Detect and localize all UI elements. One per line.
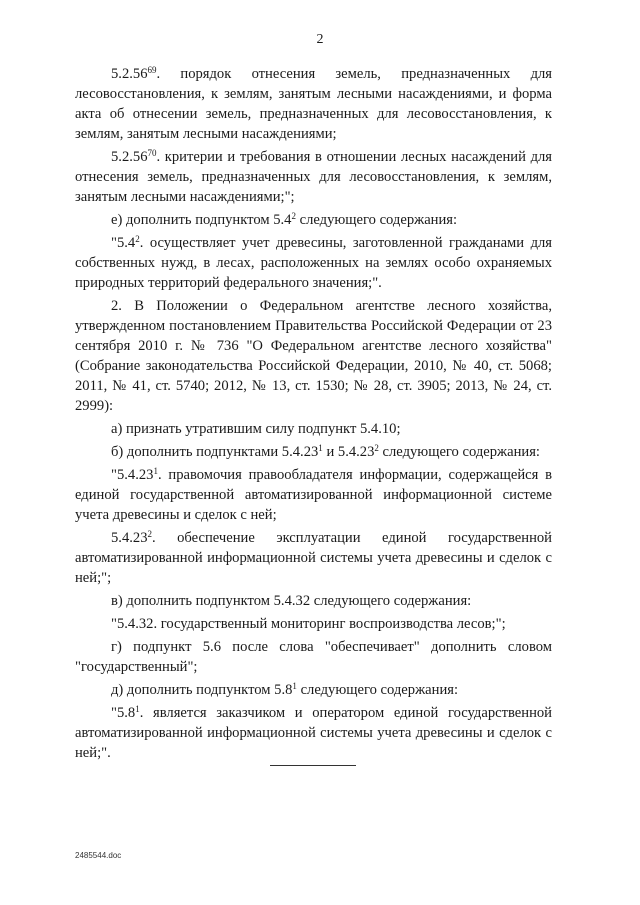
text-run: в) дополнить подпунктом 5.4.32 следующего содержания:: [111, 593, 472, 609]
superscript: 1: [153, 466, 158, 476]
text-run: д) дополнить подпунктом 5.8: [111, 682, 293, 698]
paragraph-p4: [75, 233, 552, 293]
text-run: 2. В Положении о Федеральном агентстве лесного хозяйства, утвержденном постановлением Правительства Российской Федерации от 23 сентября 2010 г. № 736 "О Федеральном агентстве лесного хозяйства" (Собрание законодательства Российской Федерации, 2010, № 40, ст. 5068; 2011, № 41, ст. 5740; 2012, № 13, ст. 1530; № 28, ст. 3905; 2013, № 24, ст. 2999):: [75, 298, 552, 414]
paragraph-p13: [75, 680, 552, 700]
superscript: 2: [291, 211, 296, 221]
text-run: е) дополнить подпунктом 5.4: [111, 212, 292, 228]
text-run: . осуществляет учет древесины, заготовленной гражданами для собственных нужд, в лесах, расположенных на землях особо охраняемых природных территорий федерального значения;".: [75, 235, 552, 291]
superscript: 1: [135, 704, 140, 714]
paragraph-p8: [75, 465, 552, 525]
paragraph-p11: [75, 614, 552, 634]
text-run: следующего содержания:: [295, 212, 458, 228]
superscript: 2: [135, 234, 140, 244]
text-run: и 5.4.23: [322, 444, 375, 460]
text-run: . правомочия правообладателя информации, содержащейся в единой государственной автоматизированной информационной системе учета древесины и сделок с ней;: [75, 467, 552, 523]
paragraph-p9: [75, 528, 552, 588]
text-run: . критерии и требования в отношении лесных насаждений для отнесения земель, предназначенных для лесовосстановления, к землям, занятым лесными насаждениями;";: [75, 149, 552, 205]
text-run: . является заказчиком и оператором единой государственной автоматизированной информационной системы учета древесины и сделок с ней;".: [75, 705, 552, 761]
text-run: 5.2.56: [111, 149, 148, 165]
superscript: 70: [147, 148, 157, 158]
page-number: 2: [316, 32, 324, 47]
text-run: "5.4.23: [111, 467, 154, 483]
superscript: 1: [292, 681, 297, 691]
paragraph-p6: [75, 419, 552, 439]
superscript: 2: [374, 443, 379, 453]
paragraph-p3: [75, 210, 552, 230]
text-run: "5.4.32. государственный мониторинг воспроизводства лесов;";: [111, 616, 506, 632]
paragraph-p5: [75, 296, 552, 416]
superscript: 2: [147, 529, 152, 539]
paragraph-p12: [75, 637, 552, 677]
text-run: "5.8: [111, 705, 136, 721]
text-run: следующего содержания:: [378, 444, 540, 460]
text-run: следующего содержания:: [296, 682, 459, 698]
document-filename: 2485544.doc: [75, 851, 122, 860]
superscript: 1: [318, 443, 323, 453]
paragraph-p2: [75, 147, 552, 207]
text-run: а) признать утратившим силу подпункт 5.4.10;: [111, 421, 401, 437]
text-run: г) подпункт 5.6 после слова "обеспечивает" дополнить словом "государственный";: [75, 639, 552, 675]
document-body: [75, 64, 552, 766]
paragraph-p7: [75, 442, 552, 462]
text-run: "5.4: [111, 235, 136, 251]
text-run: . порядок отнесения земель, предназначенных для лесовосстановления, к землям, занятым лесными насаждениями, и форма акта об отнесении земель, предназначенных для лесовосстановления, к землям, занятым лесными насаждениями;: [75, 66, 552, 142]
text-run: 5.4.23: [111, 530, 148, 546]
paragraph-p14: [75, 703, 552, 763]
text-run: б) дополнить подпунктами 5.4.23: [111, 444, 319, 460]
text-run: 5.2.56: [111, 66, 148, 82]
superscript: 69: [147, 65, 157, 75]
paragraph-p1: [75, 64, 552, 144]
paragraph-p10: [75, 591, 552, 611]
end-separator-line: [270, 765, 356, 766]
text-run: . обеспечение эксплуатации единой государственной автоматизированной информационной системы учета древесины и сделок с ней;";: [75, 530, 552, 586]
